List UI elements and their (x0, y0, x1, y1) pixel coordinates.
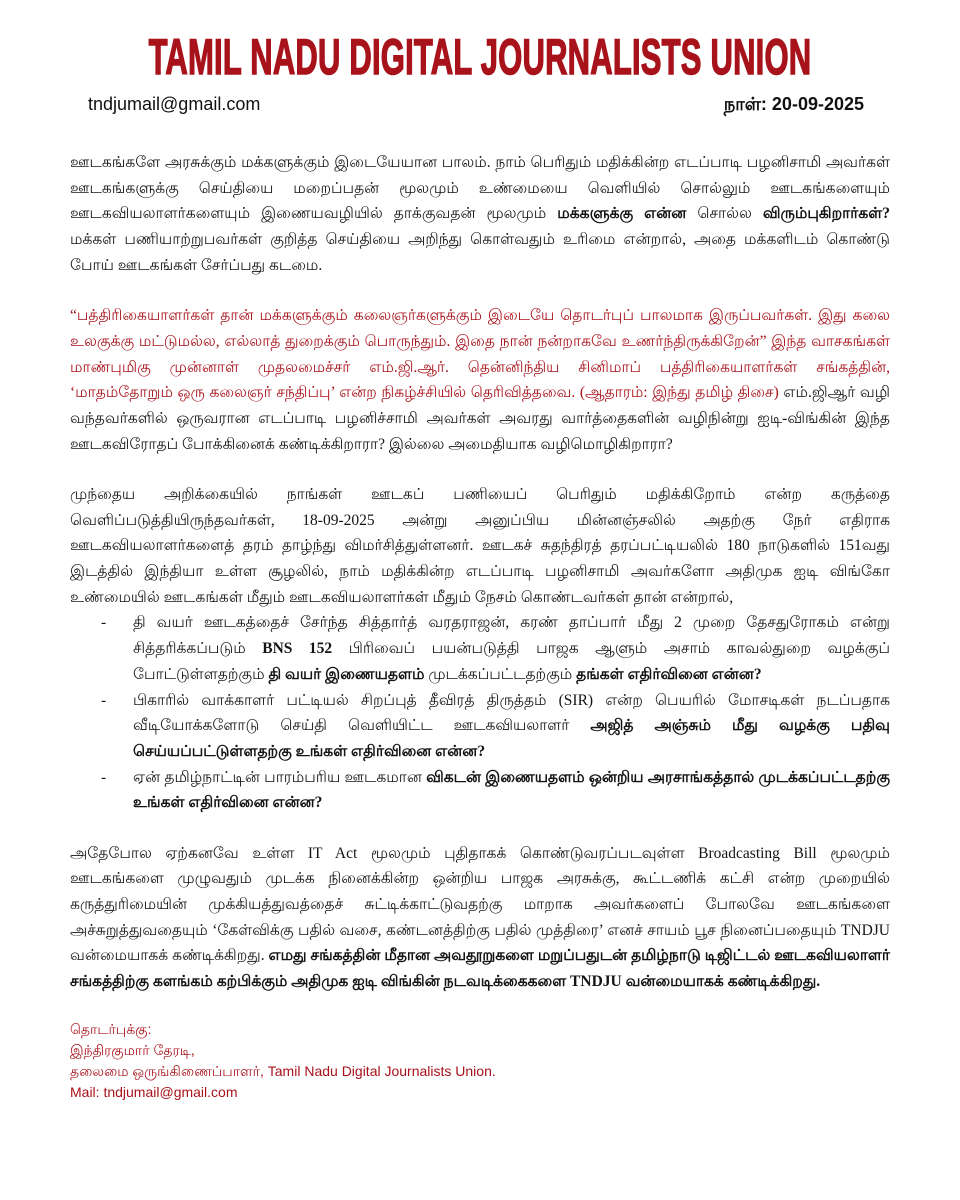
header-email: tndjumail@gmail.com (88, 94, 261, 114)
paragraph-mgr-quote (70, 303, 890, 457)
paragraph-text: அதேபோல ஏற்கனவே உள்ள IT Act மூலமும் புதிதாகக் கொண்டுவரப்படவுள்ள Broadcasting Bill மூலமும் ஊடகங்களை முழுவதும் முடக்க நினைக்கின்ற ஒன்றிய பாஜக அரசுக்கு, கூட்டணிக் கட்சி என்ற முறையில் கருத்துரிமையின் முக்கியத்துவத்தைச் சுட்டிக்காட்டுவதற்கு மாறாக அவர்களைப் போலவே ஊடகங்களை அச்சுறுத்துவதையும் ‘கேள்விக்கு பதில் வசை, கண்டனத்திற்கு பதில் முத்திரை’ எனச் சாயம் பூச நினைப்பதையும் TNDJU வன்மையாகக் கண்டிக்கிறது. (70, 844, 890, 965)
questions-list (70, 610, 890, 816)
question-text: ஏன் தமிழ்நாட்டின் பாரம்பரிய ஊடகமான (133, 768, 422, 786)
question-text: பிரிவைப் பயன்படுத்தி பாஜக ஆளும் அசாம் காவல்துறை வழக்குப் போட்டுள்ளதற்கும் (133, 640, 891, 683)
org-title: TAMIL NADU DIGITAL JOURNALISTS UNION (148, 29, 812, 86)
paragraph-text: முந்தைய அறிக்கையில் நாங்கள் ஊடகப் பணியைப் பெரிதும் மதிக்கிறோம் என்ற கருத்தை வெளிப்படுத்தியிருந்தவர்கள், 18-09-2025 அன்று அனுப்பிய மின்னஞ்சலில் அதற்கு நேர் எதிராக ஊடகவியலாளர்களைத் தரம் தாழ்ந்து விமர்சித்துள்ளனர். ஊடகச் சுதந்திரத் தரப்பட்டியலில் 180 நாடுகளில் 151வது இடத்தில் இந்தியா உள்ள சூழலில், நாம் மதிக்கின்ற எடப்பாடி பழனிசாமி அவர்களோ அதிமுக ஐடி விங்கோ உண்மையில் ஊடகங்கள் மீதும் ஊடகவியலாளர்கள் மீதும் நேசம் கொண்டவர்கள் தான் என்றால், (70, 485, 890, 606)
paragraph-previous-statement (70, 482, 890, 611)
bold-phrase: BNS 152 (262, 640, 333, 658)
bullet-marker: - (101, 614, 107, 632)
bold-phrase: தங்கள் எதிர்வினை என்ன? (576, 665, 762, 683)
question-item (70, 610, 890, 687)
contact-designation: தலைமை ஒருங்கிணைப்பாளர், Tamil Nadu Digital Journalists Union. (70, 1063, 496, 1080)
bullet-marker: - (101, 768, 107, 786)
header-meta-row (88, 92, 864, 116)
bold-phrase: தி வயர் இணையதளம் (268, 665, 425, 683)
contact-name: இந்திரகுமார் தேரடி, (70, 1042, 195, 1059)
bold-phrase: விரும்புகிறார்கள்? (762, 205, 890, 223)
question-text: முடக்கப்பட்டதற்கும் (428, 665, 573, 683)
question-text: பிகாரில் வாக்காளர் பட்டியல் சிறப்புத் தீவிரத் திருத்தம் (SIR) என்ற பெயரில் மோசடிகள் நடப்பதாக வீடியோக்களோடு செய்தி வெளியிட்ட ஊடகவியலாளர் (133, 691, 890, 735)
quoted-statement: “பத்திரிகையாளர்கள் தான் மக்களுக்கும் கலைஞர்களுக்கும் இடையே தொடர்புப் பாலமாக இருப்பவர்கள். இது கலை உலகுக்கு மட்டுமல்ல, எல்லாத் துறைக்கும் பொருந்தும். இதை நான் நன்றாகவே உணர்ந்திருக்கிறேன்” இந்த வாசகங்கள் மாண்புமிகு முன்னாள் முதலமைச்சர் எம்.ஜி.ஆர். தென்னிந்திய சினிமாப் பத்திரிகையாளர்கள் சங்கத்தின், ‘மாதம்தோறும் ஒரு கலைஞர் சந்திப்பு’ என்ற நிகழ்ச்சியில் தெரிவித்தவை. (ஆதாரம்: இந்து தமிழ் திசை) (70, 307, 890, 402)
paragraph-text: எம்.ஜிஆர் வழி வந்தவர்களில் ஒருவரான எடப்பாடி பழனிச்சாமி அவர்கள் அவரது வார்த்தைகளின் வழிநின்று ஐடி-விங்கின் இந்த ஊடகவிரோதப் போக்கினைக் கண்டிக்கிறாரா? இல்லை அமைதியாக வழிமொழிகிறாரா? (70, 384, 890, 453)
contact-block (70, 1019, 890, 1103)
bullet-marker: - (101, 691, 107, 709)
paragraph-closing (70, 841, 890, 995)
masthead (0, 29, 960, 86)
question-item (70, 765, 890, 816)
bold-phrase: மக்களுக்கு என்ன (557, 205, 687, 223)
paragraph-text: மக்கள் பணியாற்றுபவர்கள் குறித்த செய்தியை அறிந்து கொள்வதும் உரிமை என்றால், அதை மக்களிடம் கொண்டு போய் ஊடகங்கள் சேர்ப்பது கடமை. (70, 231, 890, 274)
contact-heading: தொடர்புக்கு: (70, 1021, 152, 1038)
paragraph-intro (70, 150, 890, 279)
contact-email: Mail: tndjumail@gmail.com (70, 1084, 238, 1101)
bold-phrase: அஜித் அஞ்சும் மீது வழக்கு பதிவு செய்யப்பட்டுள்ளதற்கு உங்கள் எதிர்வினை என்ன? (133, 717, 890, 760)
paragraph-text: ஊடகங்களே அரசுக்கும் மக்களுக்கும் இடையேயான பாலம். நாம் பெரிதும் மதிக்கின்ற எடப்பாடி பழனிசாமி அவர்கள் ஊடகங்களுக்கு செய்தியை மறைப்பதன் மூலமும் உண்மையை வெளியில் சொல்லும் ஊடகங்களையும் ஊடகவியலாளர்களையும் இணையவழியில் தாக்குவதன் மூலமும் (70, 154, 890, 223)
bold-phrase: எமது சங்கத்தின் மீதான அவதூறுகளை மறுப்பதுடன் தமிழ்நாடு டிஜிட்டல் ஊடகவியலாளர் சங்கத்திற்கு களங்கம் கற்பிக்கும் அதிமுக ஐடி விங்கின் நடவடிக்கைகளை TNDJU வன்மையாகக் கண்டிக்கிறது. (70, 947, 890, 991)
question-text: தி வயர் ஊடகத்தைச் சேர்ந்த சித்தார்த் வரதராஜன், கரண் தாப்பார் மீது 2 முறை தேசதுரோகம் என்று சித்தரிக்கப்படும் (133, 614, 890, 658)
question-item (70, 688, 890, 765)
bold-phrase: விகடன் இணையதளம் ஒன்றிய அரசாங்கத்தால் முடக்கப்பட்டதற்கு உங்கள் எதிர்வினை என்ன? (133, 768, 890, 812)
release-date: நாள்: 20-09-2025 (723, 94, 864, 114)
statement-body (70, 150, 890, 1103)
paragraph-text: சொல்ல (697, 205, 752, 223)
